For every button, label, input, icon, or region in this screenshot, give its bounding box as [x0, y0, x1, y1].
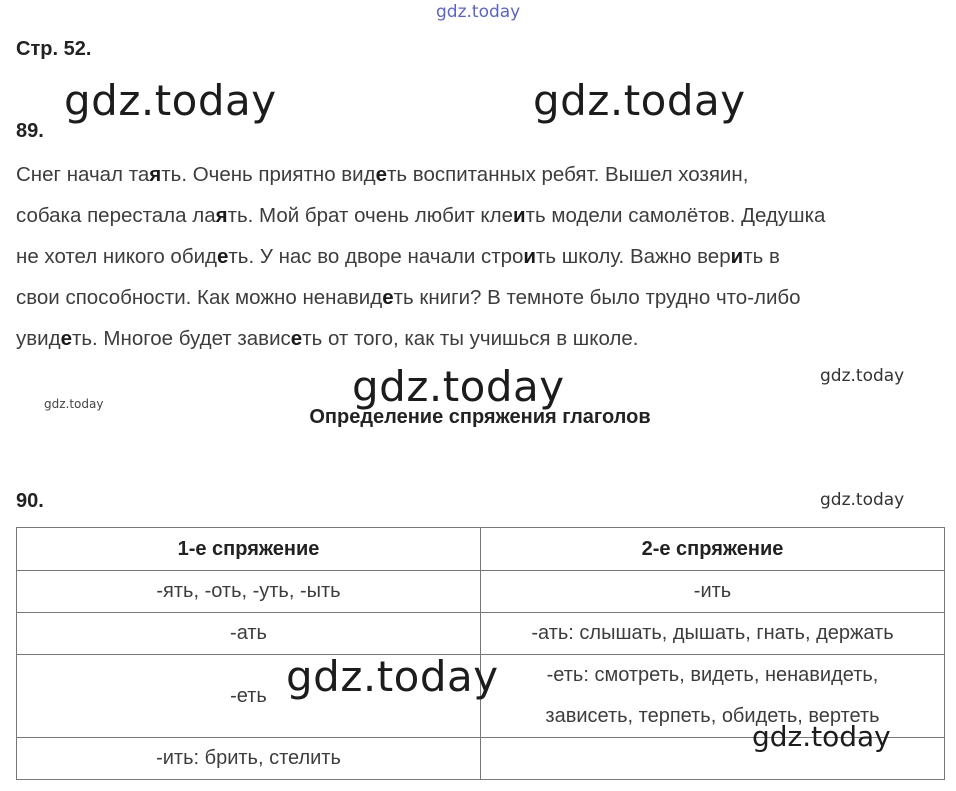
text-fragment: ть школу. Важно вер [536, 245, 731, 268]
text-line [16, 195, 948, 236]
text-fragment: ть модели самолётов. Дедушка [525, 204, 826, 227]
text-fragment: ть. Очень приятно вид [161, 163, 376, 186]
text-fragment: свои способности. Как можно ненавид [16, 286, 383, 309]
table-header-row [17, 528, 945, 571]
header-first-conjugation: 1-е спряжение [17, 528, 481, 571]
highlighted-letter: е [216, 245, 229, 268]
text-fragment: ть от того, как ты учишься в школе. [302, 327, 639, 350]
text-fragment: не хотел никого обид [16, 245, 217, 268]
table-cell: -ить [481, 571, 945, 613]
text-fragment: ть. Мой брат очень любит кле [227, 204, 513, 227]
table-cell: -еть [17, 655, 481, 738]
watermark-tiny: gdz.today [44, 397, 104, 411]
text-fragment: ть. Многое будет завис [71, 327, 291, 350]
exercise-89-number: 89. [16, 120, 44, 142]
table-row [17, 613, 945, 655]
exercise-89-text [16, 154, 948, 359]
text-fragment: ть в [743, 245, 780, 268]
text-line [16, 236, 948, 277]
highlighted-letter: я [215, 204, 228, 227]
page-label: Стр. 52. [16, 38, 92, 60]
text-line [16, 154, 948, 195]
exercise-90-number: 90. [16, 490, 44, 512]
text-line [16, 318, 948, 359]
highlighted-letter: и [523, 245, 537, 268]
watermark-big: gdz.today [64, 76, 277, 125]
highlighted-letter: е [60, 327, 72, 350]
cell-line: зависеть, терпеть, обидеть, вертеть [545, 705, 880, 727]
section-title: Определение спряжения глаголов [309, 406, 651, 428]
text-fragment: ть книги? В темноте было трудно что-либо [393, 286, 801, 309]
highlighted-letter: е [290, 327, 303, 350]
watermark-small: gdz.today [820, 490, 905, 510]
table-cell: -ать [17, 613, 481, 655]
highlighted-letter: и [512, 204, 526, 227]
watermark-big: gdz.today [352, 362, 565, 411]
text-fragment: Снег начал та [16, 163, 150, 186]
watermark-medium: gdz.today [752, 720, 891, 753]
highlighted-letter: и [730, 245, 744, 268]
watermark-small: gdz.today [820, 366, 905, 386]
table-cell: -ять, -оть, -уть, -ыть [17, 571, 481, 613]
text-line [16, 277, 948, 318]
watermark-big: gdz.today [286, 652, 499, 701]
highlighted-letter: я [149, 163, 162, 186]
text-fragment: собака перестала ла [16, 204, 216, 227]
text-fragment: увид [16, 327, 61, 350]
watermark-top: gdz.today [436, 2, 521, 22]
table-cell: -ить: брить, стелить [17, 738, 481, 780]
header-second-conjugation: 2-е спряжение [481, 528, 945, 571]
highlighted-letter: е [375, 163, 388, 186]
table-row [17, 571, 945, 613]
text-fragment: ть воспитанных ребят. Вышел хозяин, [387, 163, 749, 186]
table-cell: -ать: слышать, дышать, гнать, держать [481, 613, 945, 655]
cell-line: -еть: смотреть, видеть, ненавидеть, [546, 664, 879, 686]
text-fragment: ть. У нас во дворе начали стро [228, 245, 524, 268]
highlighted-letter: е [382, 286, 394, 309]
watermark-big: gdz.today [533, 76, 746, 125]
